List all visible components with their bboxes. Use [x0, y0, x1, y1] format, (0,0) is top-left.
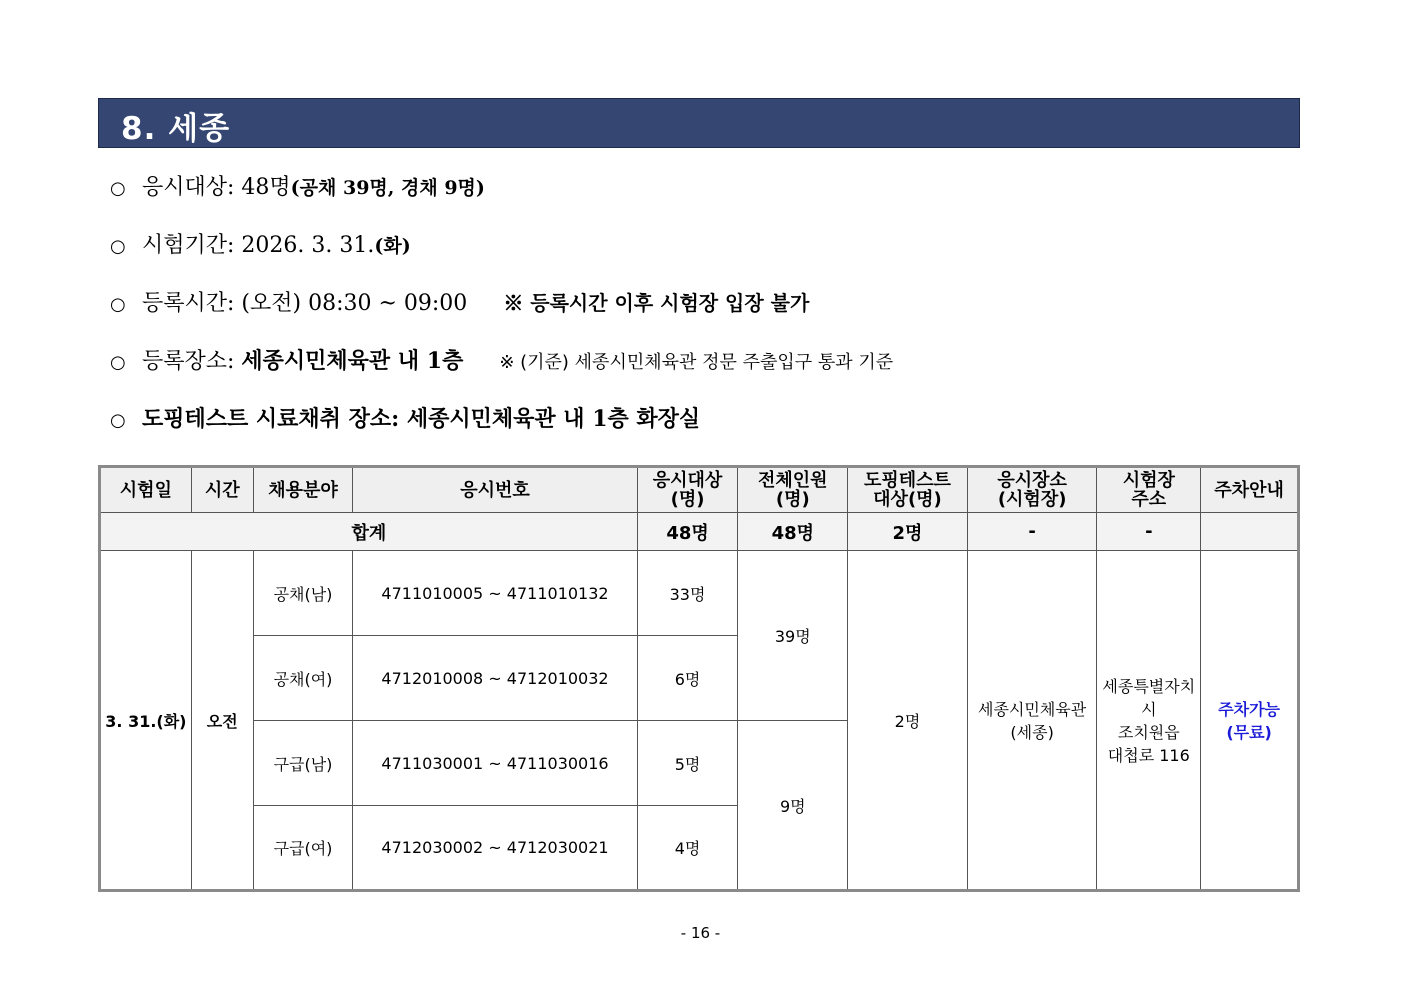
table-row — [100, 551, 1299, 636]
bullet-label: 시험기간: — [142, 233, 242, 258]
total-applicants: 48명 — [637, 513, 738, 551]
bullet-doping-place — [110, 402, 700, 433]
range-cell: 4712010008 ~ 4712010032 — [353, 636, 637, 721]
bullet-value: 2026. 3. 31. — [241, 233, 375, 258]
page-number: - 16 - — [680, 924, 721, 942]
group-total-cell: 9명 — [738, 721, 848, 891]
schedule-table — [98, 465, 1300, 892]
bullet-note: ※ 등록시간 이후 시험장 입장 불가 — [503, 291, 810, 315]
range-cell: 4711010005 ~ 4711010132 — [353, 551, 637, 636]
header-cell: 시험일 — [100, 467, 192, 513]
header-cell: 응시번호 — [353, 467, 637, 513]
header-cell: 전체인원 (명) — [738, 467, 848, 513]
section-header — [98, 98, 1300, 148]
exam-time: 오전 — [191, 551, 253, 891]
circle-bullet-icon: ○ — [110, 410, 126, 431]
group-total-cell: 39명 — [738, 551, 848, 721]
header-cell: 주차안내 — [1201, 467, 1299, 513]
field-cell: 공채(여) — [253, 636, 353, 721]
doping-cell: 2명 — [848, 551, 968, 891]
bullet-detail: (공채 39명, 경채 9명) — [290, 177, 485, 199]
field-cell: 공채(남) — [253, 551, 353, 636]
table-header-row — [100, 467, 1299, 513]
header-cell: 응시장소 (시험장) — [967, 467, 1097, 513]
section-title: 8. 세종 — [121, 111, 231, 147]
total-row — [100, 513, 1299, 551]
bullet-value: (오전) 08:30 ~ 09:00 — [241, 291, 468, 316]
header-cell: 도핑테스트 대상(명) — [848, 467, 968, 513]
circle-bullet-icon: ○ — [110, 178, 126, 199]
address-cell: 세종특별자치시 조치원읍 대첩로 116 — [1097, 551, 1201, 891]
bullet-value: 세종시민체육관 내 1층 화장실 — [406, 406, 701, 432]
bullet-applicants — [110, 170, 485, 201]
bullet-value: 세종시민체육관 내 1층 — [241, 348, 464, 374]
circle-bullet-icon: ○ — [110, 294, 126, 315]
count-cell: 4명 — [637, 806, 738, 891]
bullet-registration-time — [110, 286, 809, 317]
field-cell: 구급(남) — [253, 721, 353, 806]
range-cell: 4712030002 ~ 4712030021 — [353, 806, 637, 891]
total-parking — [1201, 513, 1299, 551]
count-cell: 6명 — [637, 636, 738, 721]
header-cell: 응시대상 (명) — [637, 467, 738, 513]
circle-bullet-icon: ○ — [110, 236, 126, 257]
bullet-detail: (화) — [374, 235, 411, 257]
circle-bullet-icon: ○ — [110, 352, 126, 373]
header-cell: 시험장 주소 — [1097, 467, 1201, 513]
total-doping: 2명 — [848, 513, 968, 551]
range-cell: 4711030001 ~ 4711030016 — [353, 721, 637, 806]
bullet-label: 도핑테스트 시료채취 장소: — [142, 406, 407, 432]
parking-cell: 주차가능 (무료) — [1201, 551, 1299, 891]
total-venue: - — [967, 513, 1097, 551]
count-cell: 33명 — [637, 551, 738, 636]
header-cell: 채용분야 — [253, 467, 353, 513]
count-cell: 5명 — [637, 721, 738, 806]
total-people: 48명 — [738, 513, 848, 551]
venue-cell: 세종시민체육관 (세종) — [967, 551, 1097, 891]
total-label: 합계 — [100, 513, 638, 551]
bullet-label: 등록시간: — [142, 291, 242, 316]
bullet-note: ※ (기준) 세종시민체육관 정문 주출입구 통과 기준 — [499, 352, 894, 373]
bullet-registration-place — [110, 344, 893, 375]
bullet-exam-period — [110, 228, 411, 259]
header-cell: 시간 — [191, 467, 253, 513]
bullet-label: 등록장소: — [142, 349, 242, 374]
field-cell: 구급(여) — [253, 806, 353, 891]
bullet-value: 48명 — [241, 175, 291, 200]
exam-date: 3. 31.(화) — [100, 551, 192, 891]
bullet-label: 응시대상: — [142, 175, 242, 200]
total-address: - — [1097, 513, 1201, 551]
